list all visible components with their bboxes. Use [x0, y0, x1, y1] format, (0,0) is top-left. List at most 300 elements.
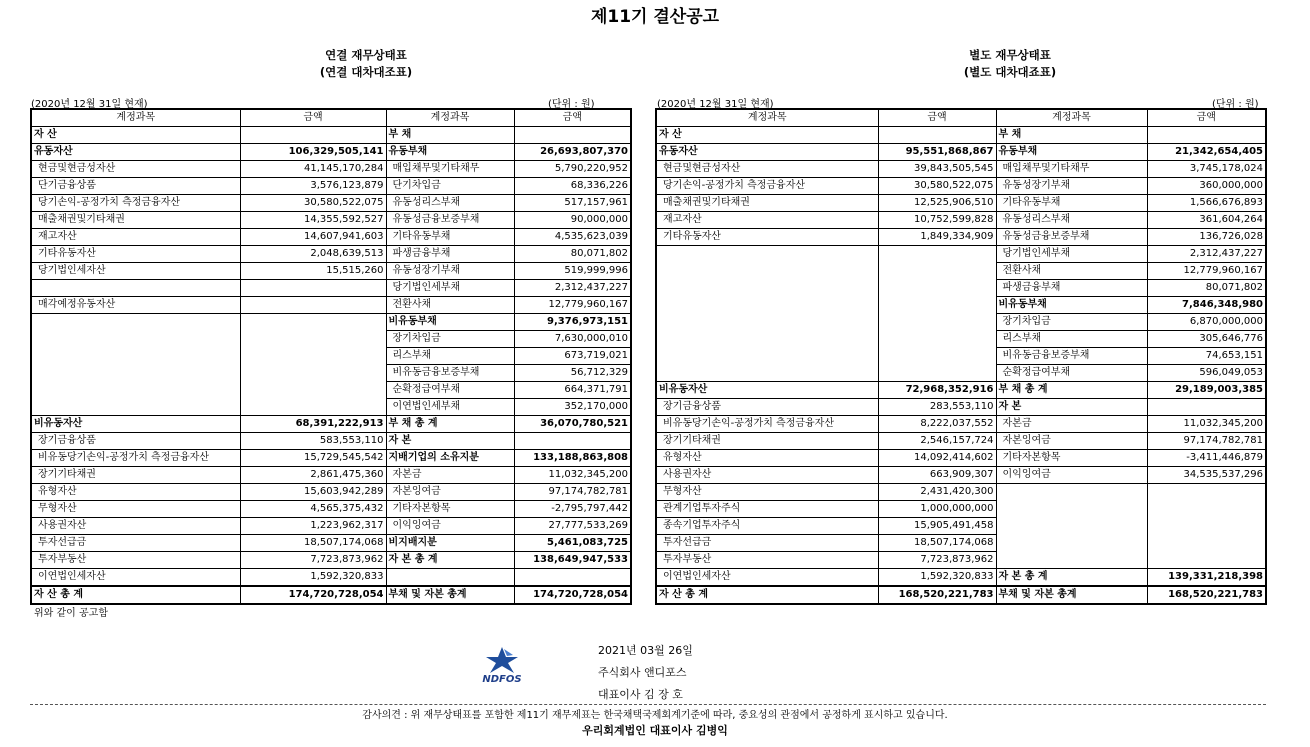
account-cell: 자 본 총 계	[386, 552, 514, 569]
amount-cell	[240, 314, 386, 331]
account-cell: 비유동금융보증부채	[386, 365, 514, 382]
account-cell: 유동성금융보증부채	[386, 212, 514, 229]
amount-cell: 80,071,802	[1147, 280, 1266, 297]
amount-cell: 361,604,264	[1147, 212, 1266, 229]
account-cell	[656, 314, 878, 331]
account-cell: 유동성장기부채	[386, 263, 514, 280]
account-cell: 무형자산	[656, 484, 878, 501]
table-row	[31, 467, 631, 484]
amount-cell: 9,376,973,151	[514, 314, 631, 331]
right-balance-sheet	[655, 108, 1267, 605]
column-header: 계정과목	[656, 109, 878, 127]
column-header: 금액	[240, 109, 386, 127]
announcement-note: 위와 같이 공고함	[34, 608, 108, 619]
amount-cell: 305,646,776	[1147, 331, 1266, 348]
table-row	[31, 195, 631, 212]
left-date: (2020년 12월 31일 현재)	[31, 99, 148, 110]
account-cell: 유동자산	[31, 144, 240, 161]
account-cell: 매각예정유동자산	[31, 297, 240, 314]
account-cell: 기타자본항목	[996, 450, 1147, 467]
table-row	[31, 178, 631, 195]
amount-cell	[1147, 484, 1266, 501]
right-title	[910, 47, 1110, 81]
table-row	[656, 263, 1266, 280]
amount-cell: 1,000,000,000	[878, 501, 996, 518]
table-row	[656, 416, 1266, 433]
right-unit: (단위 : 원)	[1212, 99, 1259, 110]
account-cell	[31, 399, 240, 416]
amount-cell	[878, 127, 996, 144]
account-cell: 사용권자산	[656, 467, 878, 484]
account-cell	[656, 348, 878, 365]
table-row	[31, 365, 631, 382]
amount-cell: 1,592,320,833	[240, 569, 386, 587]
account-cell	[386, 569, 514, 587]
amount-cell: 26,693,807,370	[514, 144, 631, 161]
account-cell: 부 채 총 계	[386, 416, 514, 433]
amount-cell	[878, 297, 996, 314]
amount-cell: 27,777,533,269	[514, 518, 631, 535]
account-cell: 자 본 총 계	[996, 569, 1147, 587]
footer-ceo: 대표이사 김 장 호	[598, 688, 683, 701]
account-cell	[31, 365, 240, 382]
table-row	[656, 314, 1266, 331]
account-cell	[996, 484, 1147, 501]
table-row	[656, 178, 1266, 195]
amount-cell: 1,849,334,909	[878, 229, 996, 246]
account-cell: 장기금융상품	[31, 433, 240, 450]
account-cell: 기타유동부채	[386, 229, 514, 246]
account-cell: 비지배지분	[386, 535, 514, 552]
divider	[30, 704, 1266, 705]
amount-cell: 519,999,996	[514, 263, 631, 280]
account-cell: 유동부채	[386, 144, 514, 161]
account-cell: 비유동당기손익-공정가치 측정금융자산	[31, 450, 240, 467]
table-row	[656, 297, 1266, 314]
account-cell: 자 본	[386, 433, 514, 450]
amount-cell	[240, 399, 386, 416]
account-cell: 장기기타채권	[31, 467, 240, 484]
amount-cell: 174,720,728,054	[240, 586, 386, 604]
amount-cell: 3,576,123,879	[240, 178, 386, 195]
table-row	[656, 467, 1266, 484]
account-cell: 부채 및 자본 총계	[996, 586, 1147, 604]
amount-cell: 596,049,053	[1147, 365, 1266, 382]
amount-cell	[1147, 518, 1266, 535]
account-cell: 사용권자산	[31, 518, 240, 535]
account-cell: 이익잉여금	[386, 518, 514, 535]
amount-cell	[1147, 399, 1266, 416]
account-cell: 유동성금융보증부채	[996, 229, 1147, 246]
table-row	[31, 569, 631, 587]
account-cell: 리스부채	[996, 331, 1147, 348]
amount-cell: 15,729,545,542	[240, 450, 386, 467]
amount-cell: 583,553,110	[240, 433, 386, 450]
amount-cell: 15,515,260	[240, 263, 386, 280]
table-row	[656, 127, 1266, 144]
table-row	[31, 586, 631, 604]
amount-cell: 11,032,345,200	[1147, 416, 1266, 433]
amount-cell: 138,649,947,533	[514, 552, 631, 569]
account-cell: 부 채	[386, 127, 514, 144]
account-cell: 이연법인세부채	[386, 399, 514, 416]
account-cell: 이연법인세자산	[656, 569, 878, 587]
amount-cell	[240, 382, 386, 399]
account-cell	[996, 552, 1147, 569]
table-row	[656, 348, 1266, 365]
table-row	[31, 212, 631, 229]
table-row	[656, 382, 1266, 399]
table-row	[31, 501, 631, 518]
account-cell	[996, 518, 1147, 535]
amount-cell	[240, 280, 386, 297]
amount-cell: 95,551,868,867	[878, 144, 996, 161]
account-cell	[31, 280, 240, 297]
account-cell: 전환사채	[386, 297, 514, 314]
amount-cell: 18,507,174,068	[240, 535, 386, 552]
amount-cell: 5,461,083,725	[514, 535, 631, 552]
account-cell: 리스부채	[386, 348, 514, 365]
table-row	[656, 280, 1266, 297]
page-title: 제11기 결산공고	[590, 7, 720, 27]
amount-cell: 1,592,320,833	[878, 569, 996, 587]
amount-cell: 7,630,000,010	[514, 331, 631, 348]
account-cell: 유동성장기부채	[996, 178, 1147, 195]
table-row	[31, 263, 631, 280]
account-cell: 자 산	[31, 127, 240, 144]
amount-cell	[1147, 535, 1266, 552]
right-title-main: 별도 재무상태표	[969, 48, 1051, 62]
left-unit: (단위 : 원)	[548, 99, 595, 110]
account-cell: 기타자본항목	[386, 501, 514, 518]
left-title-main: 연결 재무상태표	[325, 48, 407, 62]
amount-cell: 12,779,960,167	[514, 297, 631, 314]
amount-cell	[878, 365, 996, 382]
amount-cell	[514, 569, 631, 587]
amount-cell: 36,070,780,521	[514, 416, 631, 433]
table-row	[31, 297, 631, 314]
account-cell	[656, 280, 878, 297]
account-cell: 기타유동자산	[656, 229, 878, 246]
table-row	[31, 382, 631, 399]
account-cell	[656, 263, 878, 280]
account-cell: 투자선급금	[656, 535, 878, 552]
account-cell: 전환사채	[996, 263, 1147, 280]
column-header: 금액	[514, 109, 631, 127]
table-row	[31, 416, 631, 433]
account-cell: 유동성리스부채	[996, 212, 1147, 229]
amount-cell: 673,719,021	[514, 348, 631, 365]
star-logo-icon	[486, 647, 518, 673]
table-row	[31, 246, 631, 263]
table-row	[31, 161, 631, 178]
account-cell: 매입채무및기타채무	[386, 161, 514, 178]
table-row	[31, 144, 631, 161]
footer-company: 주식회사 앤디포스	[598, 666, 687, 679]
right-date: (2020년 12월 31일 현재)	[657, 99, 774, 110]
account-cell: 투자선급금	[31, 535, 240, 552]
amount-cell: 283,553,110	[878, 399, 996, 416]
amount-cell: 664,371,791	[514, 382, 631, 399]
account-cell: 비유동부채	[996, 297, 1147, 314]
table-row	[656, 586, 1266, 604]
amount-cell: 1,566,676,893	[1147, 195, 1266, 212]
account-cell	[656, 297, 878, 314]
amount-cell: 12,779,960,167	[1147, 263, 1266, 280]
column-header: 금액	[878, 109, 996, 127]
amount-cell: 14,092,414,602	[878, 450, 996, 467]
account-cell: 당기손익-공정가치 측정금융자산	[31, 195, 240, 212]
amount-cell: 663,909,307	[878, 467, 996, 484]
amount-cell: 517,157,961	[514, 195, 631, 212]
amount-cell: 8,222,037,552	[878, 416, 996, 433]
amount-cell: 14,355,592,527	[240, 212, 386, 229]
table-row	[656, 501, 1266, 518]
table-row	[31, 484, 631, 501]
table-row	[656, 399, 1266, 416]
amount-cell	[1147, 552, 1266, 569]
table-row	[656, 229, 1266, 246]
table-row	[31, 433, 631, 450]
amount-cell: 68,336,226	[514, 178, 631, 195]
footer-date: 2021년 03월 26일	[598, 644, 693, 657]
amount-cell: 11,032,345,200	[514, 467, 631, 484]
header-row	[656, 109, 1266, 127]
account-cell: 자본금	[386, 467, 514, 484]
amount-cell: 14,607,941,603	[240, 229, 386, 246]
amount-cell	[1147, 127, 1266, 144]
account-cell: 종속기업투자주식	[656, 518, 878, 535]
amount-cell: 15,905,491,458	[878, 518, 996, 535]
account-cell	[656, 365, 878, 382]
amount-cell: 136,726,028	[1147, 229, 1266, 246]
right-title-sub: (별도 대차대죠표)	[963, 65, 1057, 79]
account-cell: 현금및현금성자산	[31, 161, 240, 178]
amount-cell: 7,846,348,980	[1147, 297, 1266, 314]
amount-cell: 41,145,170,284	[240, 161, 386, 178]
amount-cell: 360,000,000	[1147, 178, 1266, 195]
table-row	[31, 314, 631, 331]
table-row	[656, 365, 1266, 382]
amount-cell	[240, 365, 386, 382]
amount-cell	[240, 348, 386, 365]
amount-cell	[878, 348, 996, 365]
amount-cell: 6,870,000,000	[1147, 314, 1266, 331]
amount-cell: 174,720,728,054	[514, 586, 631, 604]
account-cell: 순확정급여부채	[386, 382, 514, 399]
account-cell	[656, 246, 878, 263]
account-cell: 투자부동산	[656, 552, 878, 569]
account-cell: 부 채	[996, 127, 1147, 144]
table-row	[31, 450, 631, 467]
amount-cell: 29,189,003,385	[1147, 382, 1266, 399]
amount-cell: 352,170,000	[514, 399, 631, 416]
amount-cell: 30,580,522,075	[240, 195, 386, 212]
amount-cell: 7,723,873,962	[878, 552, 996, 569]
account-cell: 부채 및 자본 총계	[386, 586, 514, 604]
amount-cell: 1,223,962,317	[240, 518, 386, 535]
amount-cell: 97,174,782,781	[1147, 433, 1266, 450]
amount-cell	[878, 331, 996, 348]
table-row	[656, 195, 1266, 212]
column-header: 계정과목	[386, 109, 514, 127]
account-cell: 장기차입금	[996, 314, 1147, 331]
table-row	[31, 127, 631, 144]
account-cell: 파생금융부채	[386, 246, 514, 263]
left-title	[266, 47, 466, 81]
account-cell: 장기금융상품	[656, 399, 878, 416]
account-cell: 유동부채	[996, 144, 1147, 161]
account-cell: 기타유동자산	[31, 246, 240, 263]
account-cell: 자 산 총 계	[656, 586, 878, 604]
amount-cell	[1147, 501, 1266, 518]
amount-cell: 4,565,375,432	[240, 501, 386, 518]
table-row	[656, 450, 1266, 467]
account-cell: 기타유동부채	[996, 195, 1147, 212]
account-cell: 지배기업의 소유지분	[386, 450, 514, 467]
auditor-signature: 우리회계법인 대표이사 김병익	[582, 724, 728, 737]
amount-cell: 72,968,352,916	[878, 382, 996, 399]
table-row	[656, 552, 1266, 569]
account-cell: 자본잉여금	[996, 433, 1147, 450]
amount-cell	[514, 127, 631, 144]
account-cell: 당기법인세부채	[386, 280, 514, 297]
account-cell: 부 채 총 계	[996, 382, 1147, 399]
table-row	[31, 331, 631, 348]
amount-cell	[240, 331, 386, 348]
account-cell: 자 산	[656, 127, 878, 144]
amount-cell: 2,861,475,360	[240, 467, 386, 484]
account-cell: 순확정급여부채	[996, 365, 1147, 382]
column-header: 계정과목	[31, 109, 240, 127]
amount-cell: 2,312,437,227	[1147, 246, 1266, 263]
amount-cell: -2,795,797,442	[514, 501, 631, 518]
account-cell	[31, 314, 240, 331]
account-cell: 투자부동산	[31, 552, 240, 569]
left-title-sub: (연결 대차대조표)	[319, 65, 413, 79]
amount-cell: 97,174,782,781	[514, 484, 631, 501]
account-cell: 단기차입금	[386, 178, 514, 195]
audit-opinion: 감사의견 : 위 재무상태표를 포함한 제11기 재무제표는 한국채택국제회계기준에 따라, 중요성의 관점에서 공정하게 표시하고 있습니다.	[362, 710, 948, 721]
account-cell: 매입채무및기타채무	[996, 161, 1147, 178]
account-cell: 유형자산	[31, 484, 240, 501]
account-cell: 단기금융상품	[31, 178, 240, 195]
amount-cell: 68,391,222,913	[240, 416, 386, 433]
account-cell: 매출채권및기타채권	[656, 195, 878, 212]
amount-cell: 90,000,000	[514, 212, 631, 229]
table-row	[656, 331, 1266, 348]
account-cell: 유동자산	[656, 144, 878, 161]
amount-cell: 2,312,437,227	[514, 280, 631, 297]
amount-cell: 74,653,151	[1147, 348, 1266, 365]
column-header: 금액	[1147, 109, 1266, 127]
account-cell: 유형자산	[656, 450, 878, 467]
table-row	[656, 144, 1266, 161]
amount-cell: 80,071,802	[514, 246, 631, 263]
logo-text: NDFOS	[482, 674, 522, 685]
account-cell: 이익잉여금	[996, 467, 1147, 484]
table-row	[31, 535, 631, 552]
account-cell: 비유동금융보증부채	[996, 348, 1147, 365]
amount-cell: 21,342,654,405	[1147, 144, 1266, 161]
amount-cell	[878, 246, 996, 263]
amount-cell: 106,329,505,141	[240, 144, 386, 161]
table-row	[31, 399, 631, 416]
amount-cell: 2,048,639,513	[240, 246, 386, 263]
table-row	[656, 246, 1266, 263]
table-row	[656, 433, 1266, 450]
account-cell: 당기손익-공정가치 측정금융자산	[656, 178, 878, 195]
table-row	[31, 348, 631, 365]
account-cell: 당기법인세부채	[996, 246, 1147, 263]
account-cell: 유동성리스부채	[386, 195, 514, 212]
account-cell	[31, 382, 240, 399]
table-row	[656, 518, 1266, 535]
account-cell: 자 산 총 계	[31, 586, 240, 604]
account-cell: 비유동부채	[386, 314, 514, 331]
amount-cell: 133,188,863,808	[514, 450, 631, 467]
account-cell: 비유동자산	[31, 416, 240, 433]
account-cell: 파생금융부채	[996, 280, 1147, 297]
amount-cell	[878, 263, 996, 280]
amount-cell	[878, 314, 996, 331]
table-row	[31, 229, 631, 246]
amount-cell: -3,411,446,879	[1147, 450, 1266, 467]
amount-cell: 2,431,420,300	[878, 484, 996, 501]
table-row	[31, 280, 631, 297]
company-logo	[474, 645, 530, 685]
account-cell: 무형자산	[31, 501, 240, 518]
left-balance-sheet	[30, 108, 632, 605]
account-cell: 장기기타채권	[656, 433, 878, 450]
amount-cell: 4,535,623,039	[514, 229, 631, 246]
amount-cell: 12,525,906,510	[878, 195, 996, 212]
account-cell	[31, 348, 240, 365]
amount-cell: 56,712,329	[514, 365, 631, 382]
amount-cell	[514, 433, 631, 450]
table-row	[656, 569, 1266, 587]
header-row	[31, 109, 631, 127]
table-row	[656, 212, 1266, 229]
table-row	[656, 484, 1266, 501]
amount-cell	[240, 297, 386, 314]
account-cell: 이연법인세자산	[31, 569, 240, 587]
account-cell	[31, 331, 240, 348]
amount-cell: 2,546,157,724	[878, 433, 996, 450]
amount-cell: 18,507,174,068	[878, 535, 996, 552]
account-cell: 자본잉여금	[386, 484, 514, 501]
amount-cell: 7,723,873,962	[240, 552, 386, 569]
account-cell	[996, 501, 1147, 518]
amount-cell: 30,580,522,075	[878, 178, 996, 195]
account-cell: 재고자산	[656, 212, 878, 229]
table-row	[31, 552, 631, 569]
amount-cell: 34,535,537,296	[1147, 467, 1266, 484]
account-cell	[656, 331, 878, 348]
account-cell: 매출채권및기타채권	[31, 212, 240, 229]
table-row	[656, 161, 1266, 178]
account-cell: 관계기업투자주식	[656, 501, 878, 518]
table-row	[31, 518, 631, 535]
account-cell: 자본금	[996, 416, 1147, 433]
amount-cell: 15,603,942,289	[240, 484, 386, 501]
amount-cell: 168,520,221,783	[878, 586, 996, 604]
account-cell: 자 본	[996, 399, 1147, 416]
amount-cell: 39,843,505,545	[878, 161, 996, 178]
account-cell: 당기법인세자산	[31, 263, 240, 280]
amount-cell	[240, 127, 386, 144]
amount-cell: 139,331,218,398	[1147, 569, 1266, 587]
